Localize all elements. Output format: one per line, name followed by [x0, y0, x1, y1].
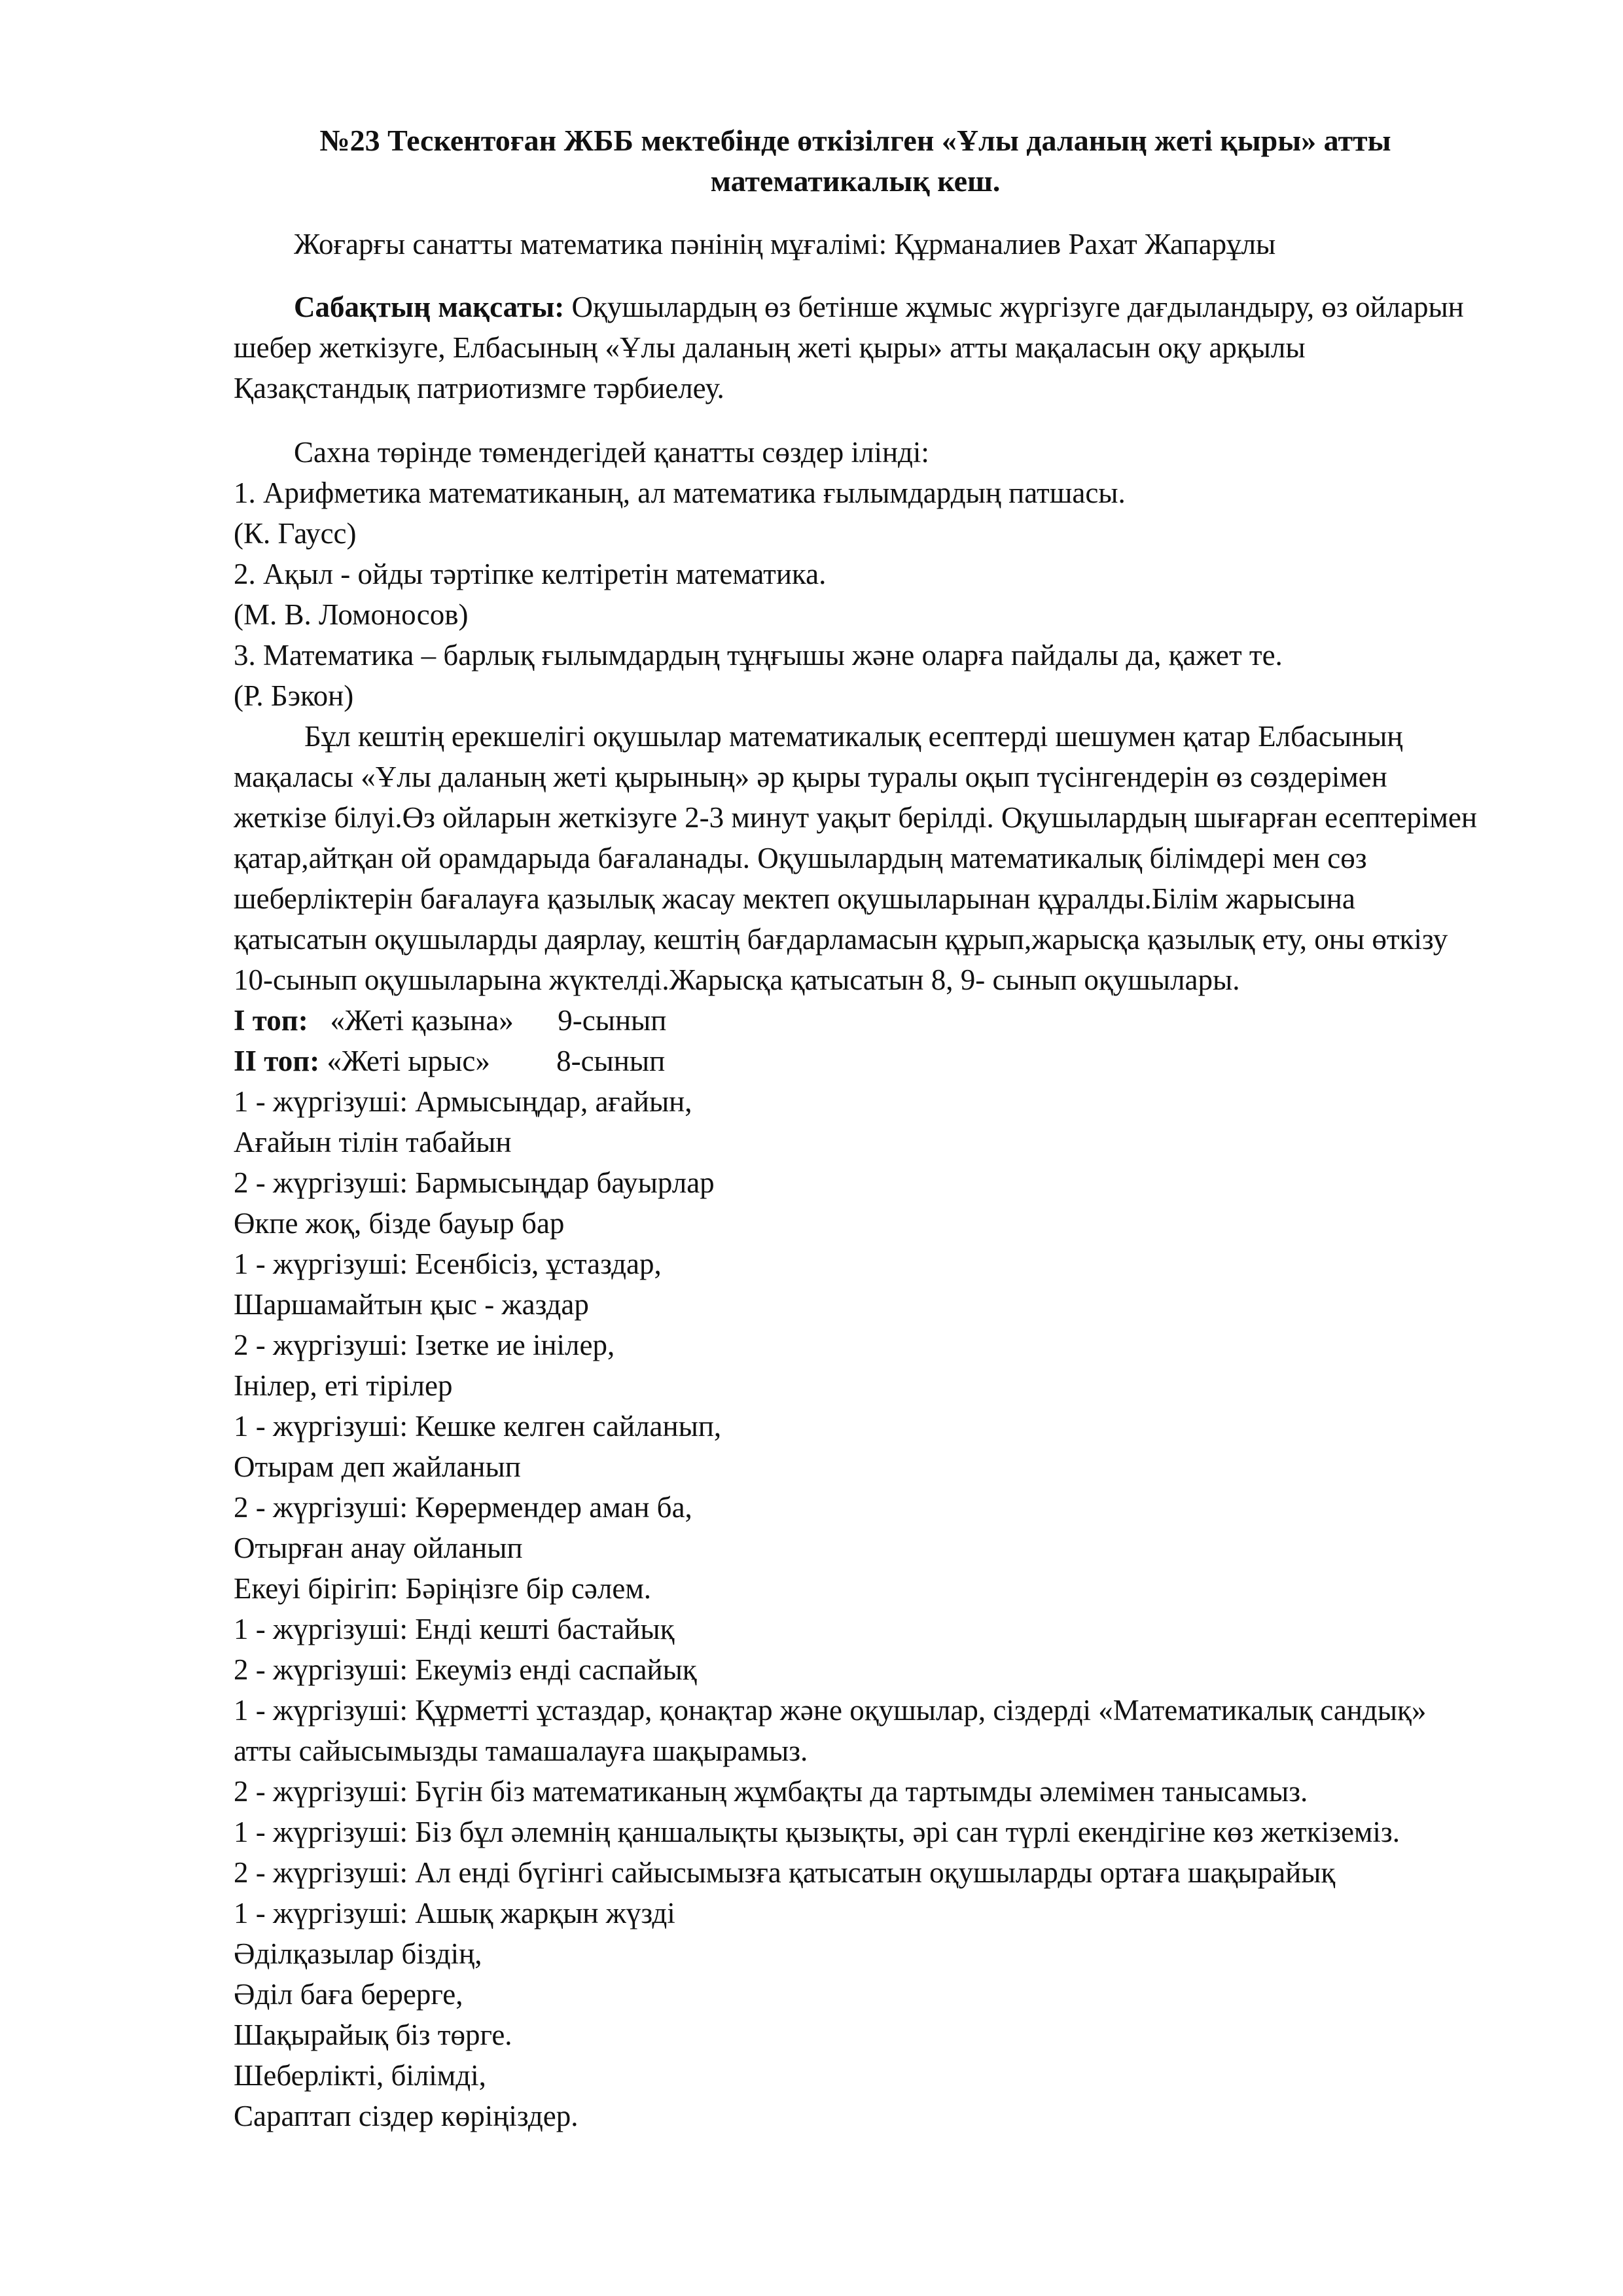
dialogue-line: 1 - жүргізуші: Кешке келген сайланып,: [234, 1410, 722, 1443]
group-class: 9-сынып: [513, 1004, 667, 1037]
group-name: «Жеті қазына»: [308, 1004, 514, 1037]
dialogue-line: Інілер, еті тірілер: [234, 1369, 453, 1402]
goal-paragraph: [234, 287, 1477, 408]
group-name: «Жеті ырыс»: [319, 1045, 490, 1077]
quote-line: 2. Ақыл - ойды тәртіпке келтіретін математика.: [234, 558, 827, 590]
document-title: №23 Тескентоған ЖББ мектебінде өткізілген «Ұлы даланың жеті қыры» атты математикалық кеш.: [319, 124, 1391, 198]
dialogue-line: Шаршамайтын қыс - жаздар: [234, 1288, 589, 1321]
group-class: 8-сынып: [490, 1045, 666, 1077]
dialogue-line: Отырам деп жайланып: [234, 1450, 521, 1483]
dialogue-line: 1 - жүргізуші: Енді кешті бастайық: [234, 1613, 675, 1645]
dialogue-line: Сараптап сіздер көріңіздер.: [234, 2100, 579, 2132]
dialogue-line: Отырған анау ойланып: [234, 1532, 523, 1564]
group-1: [234, 1000, 1477, 1041]
group-label: І топ:: [234, 1004, 308, 1037]
dialogue-line: 1 - жүргізуші: Құрметті ұстаздар, қонақтар және оқушылар, сіздерді «Математикалық сандық» атты сайысымызды тамашалауға шақырамыз.: [234, 1694, 1427, 1767]
teacher-line: Жоғарғы санатты математика пәнінің мұғалімі: Құрманалиев Рахат Жапарұлы: [294, 228, 1276, 260]
description-paragraph: Бұл кештің ерекшелігі оқушылар математикалық есептерді шешумен қатар Елбасының мақаласы «Ұлы даланың жеті қырының» әр қыры туралы оқып түсінгендерін өз сөздерімен жеткізе білуі.Өз ойларын жеткізуге 2-3 минут уақыт берілді. Оқушылардың шығарған есептерімен қатар,айтқан ой орамдарыда бағаланады. Оқушылардың математикалық білімдері мен сөз шеберліктерін бағалауға қазылық жасау мектеп оқушыларынан құралды.Білім жарысына қатысатын оқушыларды даярлау, кештің бағдарламасын құрып,жарысқа қазылық ету, оны өткізу 10-сынып оқушыларына жүктелді.Жарысқа қатысатын 8, 9- сынып оқушылары.: [234, 720, 1477, 996]
dialogue-line: 1 - жүргізуші: Армысыңдар, ағайын,: [234, 1085, 692, 1118]
dialogue-line: Әділ баға берерге,: [234, 1978, 463, 2011]
group-2: [234, 1041, 1477, 1081]
dialogue-line: 2 - жүргізуші: Ізетке ие інілер,: [234, 1329, 615, 1361]
quote-author: (К. Гаусс): [234, 517, 357, 550]
dialogue-line: Ағайын тілін табайын: [234, 1126, 512, 1158]
goal-label: Сабақтың мақсаты:: [294, 291, 565, 323]
dialogue-line: 2 - жүргізуші: Ал енді бүгінгі сайысымызға қатысатын оқушыларды ортаға шақырайық: [234, 1856, 1336, 1889]
dialogue-line: Екеуі бірігіп: Бәріңізге бір сәлем.: [234, 1572, 652, 1605]
document-body: [234, 120, 1477, 2136]
group-label: ІІ топ:: [234, 1045, 320, 1077]
dialogue-line: 2 - жүргізуші: Көрермендер аман ба,: [234, 1491, 692, 1524]
quote-author: (Р. Бэкон): [234, 679, 354, 712]
dialogue-line: Әділқазылар біздің,: [234, 1937, 482, 1970]
quotes-intro: Сахна төрінде төмендегідей қанатты сөздер ілінді:: [294, 436, 929, 469]
quote-line: 1. Арифметика математиканың, ал математика ғылымдардың патшасы.: [234, 476, 1126, 509]
quote-author: (М. В. Ломоносов): [234, 598, 469, 631]
dialogue-line: 1 - жүргізуші: Есенбісіз, ұстаздар,: [234, 1247, 662, 1280]
dialogue-line: Өкпе жоқ, бізде бауыр бар: [234, 1207, 565, 1240]
dialogue-line: 2 - жүргізуші: Бармысыңдар бауырлар: [234, 1166, 715, 1199]
dialogue-line: Шеберлікті, білімді,: [234, 2059, 486, 2092]
quote-line: 3. Математика – барлық ғылымдардың тұңғышы және оларға пайдалы да, қажет те.: [234, 639, 1283, 672]
goal-text: Оқушылардың өз бетінше жұмыс жүргізуге дағдыландыру, өз ойларын шебер жеткізуге, Елбасының «Ұлы даланың жеті қыры» атты мақаласын оқу арқылы Қазақстандық патриотизмге тәрбиелеу.: [234, 291, 1464, 404]
dialogue-line: 1 - жүргізуші: Ашық жарқын жүзді: [234, 1897, 675, 1929]
dialogue-line: 1 - жүргізуші: Біз бұл әлемнің қаншалықты қызықты, әрі сан түрлі екендігіне көз жеткіземіз.: [234, 1816, 1400, 1848]
dialogue-line: 2 - жүргізуші: Бүгін біз математиканың жұмбақты да тартымды әлемімен танысамыз.: [234, 1775, 1308, 1808]
dialogue-line: 2 - жүргізуші: Екеуміз енді саспайық: [234, 1653, 697, 1686]
dialogue-line: Шақырайық біз төрге.: [234, 2018, 512, 2051]
